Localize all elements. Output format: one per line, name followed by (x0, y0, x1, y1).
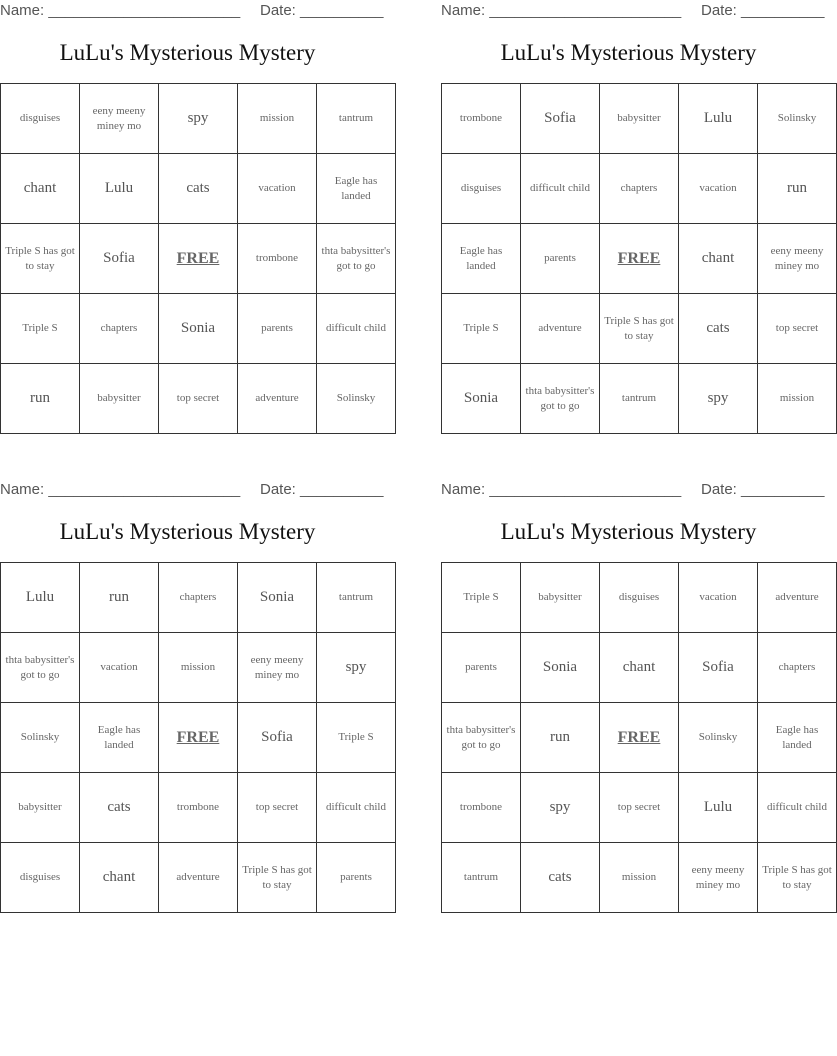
grid-row (442, 633, 837, 703)
bingo-cell: disguises (1, 84, 80, 154)
bingo-cell: spy (679, 364, 758, 434)
bingo-cell: Lulu (1, 563, 80, 633)
bingo-cell: mission (159, 633, 238, 703)
bingo-cell: adventure (758, 563, 837, 633)
grid-row (442, 843, 837, 913)
bingo-cell: Solinsky (679, 703, 758, 773)
bingo-cell: Solinsky (317, 364, 396, 434)
grid-row (1, 563, 396, 633)
bingo-cell: Triple S (442, 294, 521, 364)
bingo-cell: Sofia (521, 84, 600, 154)
bingo-cell: Sonia (521, 633, 600, 703)
bingo-cell: parents (442, 633, 521, 703)
bingo-cell: chant (1, 154, 80, 224)
bingo-cell: Lulu (80, 154, 159, 224)
bingo-cell: Lulu (679, 84, 758, 154)
card-title: LuLu's Mysterious Mystery (500, 519, 757, 544)
bingo-cell: disguises (1, 843, 80, 913)
grid-row (1, 703, 396, 773)
bingo-cell: top secret (600, 773, 679, 843)
grid-row (1, 84, 396, 154)
bingo-cell: difficult child (758, 773, 837, 843)
bingo-cell: trombone (442, 773, 521, 843)
card-title: LuLu's Mysterious Mystery (59, 519, 316, 544)
bingo-cell: chant (679, 224, 758, 294)
bingo-cell: Triple S has got to stay (600, 294, 679, 364)
bingo-cell: adventure (238, 364, 317, 434)
bingo-card-3 (0, 479, 386, 913)
bingo-cell: parents (238, 294, 317, 364)
bingo-card-1 (0, 0, 391, 434)
grid-row (1, 364, 396, 434)
bingo-grid (0, 562, 396, 913)
bingo-cell: difficult child (521, 154, 600, 224)
grid-row (1, 294, 396, 364)
grid-row (442, 84, 837, 154)
grid-row (442, 563, 837, 633)
bingo-cell: babysitter (521, 563, 600, 633)
bingo-cell: spy (159, 84, 238, 154)
date-field: Date: __________ (701, 2, 825, 19)
free-space: FREE (600, 703, 679, 773)
bingo-grid (441, 83, 837, 434)
bingo-cell: Solinsky (1, 703, 80, 773)
bingo-cell: top secret (159, 364, 238, 434)
card-title: LuLu's Mysterious Mystery (500, 40, 757, 65)
bingo-cell: vacation (238, 154, 317, 224)
bingo-cell: chapters (758, 633, 837, 703)
bingo-cell: mission (600, 843, 679, 913)
bingo-cell: chant (80, 843, 159, 913)
bingo-cell: Eagle has landed (80, 703, 159, 773)
bingo-cell: parents (521, 224, 600, 294)
name-date-line (441, 479, 825, 501)
bingo-cell: run (80, 563, 159, 633)
bingo-cell: mission (238, 84, 317, 154)
bingo-cell: Triple S has got to stay (758, 843, 837, 913)
bingo-cell: cats (80, 773, 159, 843)
bingo-cell: Eagle has landed (758, 703, 837, 773)
bingo-cell: vacation (679, 154, 758, 224)
bingo-cell: tantrum (600, 364, 679, 434)
bingo-cell: thta babysitter's got to go (317, 224, 396, 294)
bingo-cell: tantrum (317, 563, 396, 633)
grid-row (442, 703, 837, 773)
bingo-cell: Sonia (442, 364, 521, 434)
grid-row (1, 154, 396, 224)
bingo-cell: trombone (159, 773, 238, 843)
grid-row (442, 773, 837, 843)
bingo-cell: top secret (238, 773, 317, 843)
bingo-cell: top secret (758, 294, 837, 364)
free-space: FREE (600, 224, 679, 294)
bingo-card-2 (441, 0, 825, 434)
bingo-cell: eeny meeny miney mo (80, 84, 159, 154)
bingo-cell: disguises (600, 563, 679, 633)
bingo-cell: chapters (600, 154, 679, 224)
bingo-card-4 (441, 479, 832, 913)
bingo-cell: thta babysitter's got to go (521, 364, 600, 434)
grid-row (442, 364, 837, 434)
bingo-cell: eeny meeny miney mo (679, 843, 758, 913)
name-date-line (0, 0, 384, 22)
bingo-cell: tantrum (442, 843, 521, 913)
bingo-cell: Triple S (1, 294, 80, 364)
name-date-line (0, 479, 384, 501)
date-field: Date: __________ (701, 481, 825, 498)
bingo-cell: spy (317, 633, 396, 703)
bingo-cell: Lulu (679, 773, 758, 843)
bingo-cell: cats (159, 154, 238, 224)
bingo-cell: Sonia (238, 563, 317, 633)
bingo-cell: thta babysitter's got to go (442, 703, 521, 773)
grid-row (1, 843, 396, 913)
grid-row (1, 633, 396, 703)
bingo-cell: trombone (238, 224, 317, 294)
name-field: Name: _______________________ (0, 481, 241, 498)
bingo-cell: Triple S (317, 703, 396, 773)
bingo-cell: run (521, 703, 600, 773)
bingo-cell: cats (679, 294, 758, 364)
bingo-cell: Sofia (679, 633, 758, 703)
bingo-cell: Eagle has landed (317, 154, 396, 224)
bingo-cell: tantrum (317, 84, 396, 154)
bingo-cell: difficult child (317, 294, 396, 364)
grid-row (1, 773, 396, 843)
free-space: FREE (159, 703, 238, 773)
bingo-cell: Triple S has got to stay (238, 843, 317, 913)
name-date-line (441, 0, 825, 22)
bingo-cell: chant (600, 633, 679, 703)
bingo-cell: vacation (679, 563, 758, 633)
bingo-cell: difficult child (317, 773, 396, 843)
bingo-cell: adventure (159, 843, 238, 913)
bingo-cell: eeny meeny miney mo (758, 224, 837, 294)
bingo-cell: Triple S (442, 563, 521, 633)
bingo-cell: chapters (159, 563, 238, 633)
bingo-cell: eeny meeny miney mo (238, 633, 317, 703)
bingo-cell: vacation (80, 633, 159, 703)
bingo-cell: Eagle has landed (442, 224, 521, 294)
bingo-cell: thta babysitter's got to go (1, 633, 80, 703)
bingo-cell: disguises (442, 154, 521, 224)
name-field: Name: _______________________ (441, 481, 682, 498)
grid-row (1, 224, 396, 294)
bingo-cell: parents (317, 843, 396, 913)
bingo-cell: babysitter (80, 364, 159, 434)
bingo-cell: spy (521, 773, 600, 843)
date-field: Date: __________ (260, 2, 384, 19)
date-field: Date: __________ (260, 481, 384, 498)
bingo-cell: chapters (80, 294, 159, 364)
bingo-cell: Sofia (238, 703, 317, 773)
bingo-grid (0, 83, 396, 434)
bingo-cell: Sofia (80, 224, 159, 294)
bingo-cell: babysitter (600, 84, 679, 154)
bingo-cell: run (758, 154, 837, 224)
name-field: Name: _______________________ (0, 2, 241, 19)
free-space: FREE (159, 224, 238, 294)
bingo-cell: run (1, 364, 80, 434)
name-field: Name: _______________________ (441, 2, 682, 19)
bingo-grid (441, 562, 837, 913)
bingo-cell: trombone (442, 84, 521, 154)
bingo-cell: Solinsky (758, 84, 837, 154)
bingo-cell: adventure (521, 294, 600, 364)
bingo-cell: cats (521, 843, 600, 913)
grid-row (442, 294, 837, 364)
bingo-cell: babysitter (1, 773, 80, 843)
grid-row (442, 224, 837, 294)
bingo-cell: Triple S has got to stay (1, 224, 80, 294)
bingo-cell: mission (758, 364, 837, 434)
grid-row (442, 154, 837, 224)
card-title: LuLu's Mysterious Mystery (59, 40, 316, 65)
bingo-cell: Sonia (159, 294, 238, 364)
